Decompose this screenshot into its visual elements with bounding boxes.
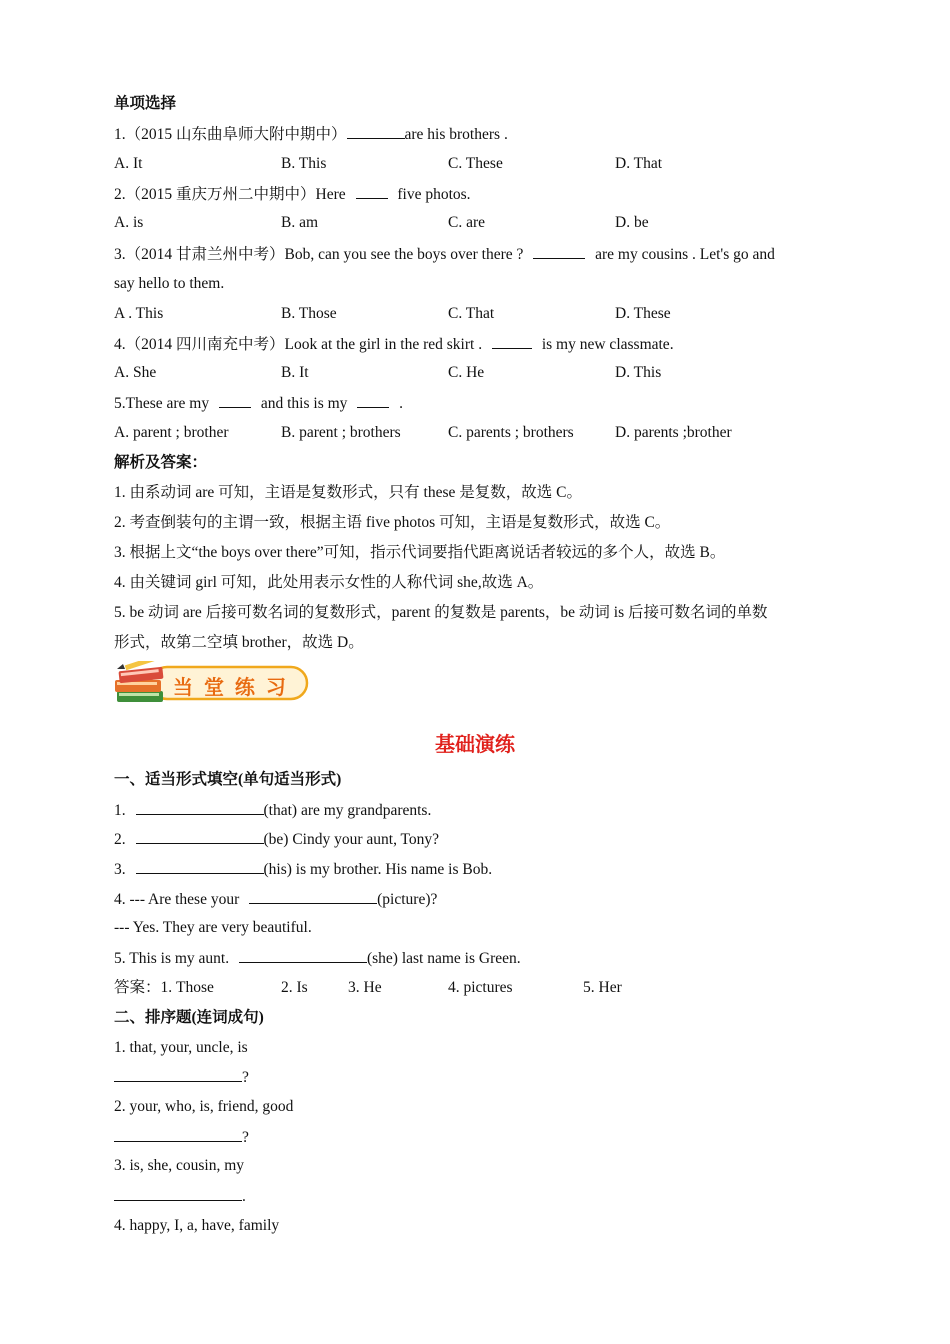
question-1-blank[interactable] <box>347 124 405 139</box>
question-5-suffix: . <box>399 395 404 412</box>
q3-option-c[interactable]: C. That <box>448 305 495 322</box>
question-3-blank[interactable] <box>533 244 585 259</box>
question-5-middle: and this is my <box>260 395 348 412</box>
order-item-2-end: ? <box>242 1129 249 1146</box>
fill-item-4-text: (picture)? <box>377 891 438 908</box>
question-5-blank-1[interactable] <box>219 393 251 408</box>
fill-item-2 <box>114 829 439 850</box>
practice-banner <box>113 661 309 707</box>
fill-item-4 <box>114 889 437 910</box>
q3-option-b[interactable]: B. Those <box>281 305 337 322</box>
question-1-suffix: are his brothers . <box>404 126 508 143</box>
question-4-blank[interactable] <box>492 334 532 349</box>
q5-option-b[interactable]: B. parent ; brothers <box>281 424 401 441</box>
q1-option-c[interactable]: C. These <box>448 155 503 172</box>
analysis-line-1: 1. 由系动词 are 可知，主语是复数形式，只有 these 是复数，故选 C。 <box>114 484 582 501</box>
q2-option-c[interactable]: C. are <box>448 214 486 231</box>
order-item-1-answer <box>114 1067 249 1088</box>
section-title: 基础演练 <box>435 734 515 756</box>
question-2-blank[interactable] <box>356 184 388 199</box>
answer-4: 4. pictures <box>448 979 513 996</box>
question-3-suffix: are my cousins . Let's go and <box>595 246 775 263</box>
answer-5: 5. Her <box>583 979 622 996</box>
question-2 <box>114 184 471 205</box>
order-item-1-words: 1. that, your, uncle, is <box>114 1039 248 1056</box>
question-4 <box>114 334 674 355</box>
order-item-1-end: ? <box>242 1069 249 1086</box>
fill-item-5 <box>114 948 521 969</box>
fill-item-5-prefix: 5. This is my aunt. <box>114 950 230 967</box>
practice-banner-label: 当 堂 练 习 <box>173 675 288 699</box>
q2-option-a[interactable]: A. is <box>114 214 144 231</box>
q1-option-b[interactable]: B. This <box>281 155 327 172</box>
fill-item-2-number: 2. <box>114 831 126 848</box>
fill-item-3-text: (his) is my brother. His name is Bob. <box>263 861 493 878</box>
question-3 <box>114 244 775 265</box>
fill-item-2-blank[interactable] <box>136 829 264 844</box>
question-5-prefix: 5.These are my <box>114 395 210 412</box>
order-item-3-words: 3. is, she, cousin, my <box>114 1157 245 1174</box>
order-item-3-end: . <box>242 1188 246 1205</box>
question-1 <box>114 124 508 145</box>
fill-item-1 <box>114 800 431 821</box>
analysis-line-2: 2. 考查倒装句的主谓一致，根据主语 five photos 可知，主语是复数形式，故选 C。 <box>114 514 671 531</box>
analysis-line-5: 5. be 动词 are 后接可数名词的复数形式，parent 的复数是 parents，be 动词 is 后接可数名词的单数 <box>114 604 768 621</box>
answer-1: 1. Those <box>160 979 214 996</box>
fill-in-heading: 一、适当形式填空(单句适当形式) <box>114 771 342 788</box>
answers-label: 答案： <box>114 979 161 996</box>
q4-option-a[interactable]: A. She <box>114 364 157 381</box>
question-4-prefix: 4.（2014 四川南充中考）Look at the girl in the red skirt . <box>114 336 483 353</box>
order-item-2-blank[interactable] <box>114 1127 242 1142</box>
fill-item-1-number: 1. <box>114 802 126 819</box>
order-item-2-answer <box>114 1127 249 1148</box>
q5-option-d[interactable]: D. parents ;brother <box>615 424 732 441</box>
answers-row <box>114 978 214 998</box>
order-item-2-words: 2. your, who, is, friend, good <box>114 1098 294 1115</box>
order-item-3-blank[interactable] <box>114 1186 242 1201</box>
order-item-3-answer <box>114 1186 246 1207</box>
q4-option-c[interactable]: C. He <box>448 364 485 381</box>
section-heading-single-choice: 单项选择 <box>114 95 177 112</box>
q4-option-b[interactable]: B. It <box>281 364 309 381</box>
q5-option-c[interactable]: C. parents ; brothers <box>448 424 574 441</box>
fill-item-4-blank[interactable] <box>249 889 377 904</box>
fill-item-3 <box>114 859 492 880</box>
fill-item-3-blank[interactable] <box>136 859 264 874</box>
question-4-suffix: is my new classmate. <box>541 336 674 353</box>
question-3-continuation: say hello to them. <box>114 275 225 292</box>
order-item-1-blank[interactable] <box>114 1067 242 1082</box>
analysis-line-6: 形式，故第二空填 brother，故选 D。 <box>114 634 364 651</box>
fill-item-4-reply: --- Yes. They are very beautiful. <box>114 919 312 936</box>
analysis-heading: 解析及答案： <box>114 454 208 471</box>
fill-item-2-text: (be) Cindy your aunt, Tony? <box>263 831 440 848</box>
analysis-line-4: 4. 由关键词 girl 可知，此处用表示女性的人称代词 she,故选 A。 <box>114 574 544 591</box>
question-3-prefix: 3.（2014 甘肃兰州中考）Bob, can you see the boys over there ? <box>114 246 524 263</box>
answer-2: 2. Is <box>281 979 308 996</box>
q1-option-a[interactable]: A. It <box>114 155 143 172</box>
question-5 <box>114 393 403 414</box>
fill-item-1-text: (that) are my grandparents. <box>263 802 432 819</box>
question-2-suffix: five photos. <box>397 186 471 203</box>
question-2-prefix: 2.（2015 重庆万州二中期中）Here <box>114 186 346 203</box>
fill-item-5-blank[interactable] <box>239 948 367 963</box>
fill-item-4-prefix: 4. --- Are these your <box>114 891 240 908</box>
fill-item-3-number: 3. <box>114 861 126 878</box>
answer-3: 3. He <box>348 979 382 996</box>
question-5-blank-2[interactable] <box>357 393 389 408</box>
q2-option-d[interactable]: D. be <box>615 214 649 231</box>
question-1-prefix: 1.（2015 山东曲阜师大附中期中） <box>114 126 347 143</box>
ordering-heading: 二、排序题(连词成句) <box>114 1009 264 1026</box>
q3-option-a[interactable]: A . This <box>114 305 164 322</box>
q4-option-d[interactable]: D. This <box>615 364 662 381</box>
q5-option-a[interactable]: A. parent ; brother <box>114 424 229 441</box>
fill-item-5-text: (she) last name is Green. <box>366 950 521 967</box>
q2-option-b[interactable]: B. am <box>281 214 319 231</box>
q3-option-d[interactable]: D. These <box>615 305 671 322</box>
q1-option-d[interactable]: D. That <box>615 155 663 172</box>
fill-item-1-blank[interactable] <box>136 800 264 815</box>
order-item-4-words: 4. happy, I, a, have, family <box>114 1217 280 1234</box>
analysis-line-3: 3. 根据上文“the boys over there”可知，指示代词要指代距离说话者较远的多个人，故选 B。 <box>114 544 726 561</box>
